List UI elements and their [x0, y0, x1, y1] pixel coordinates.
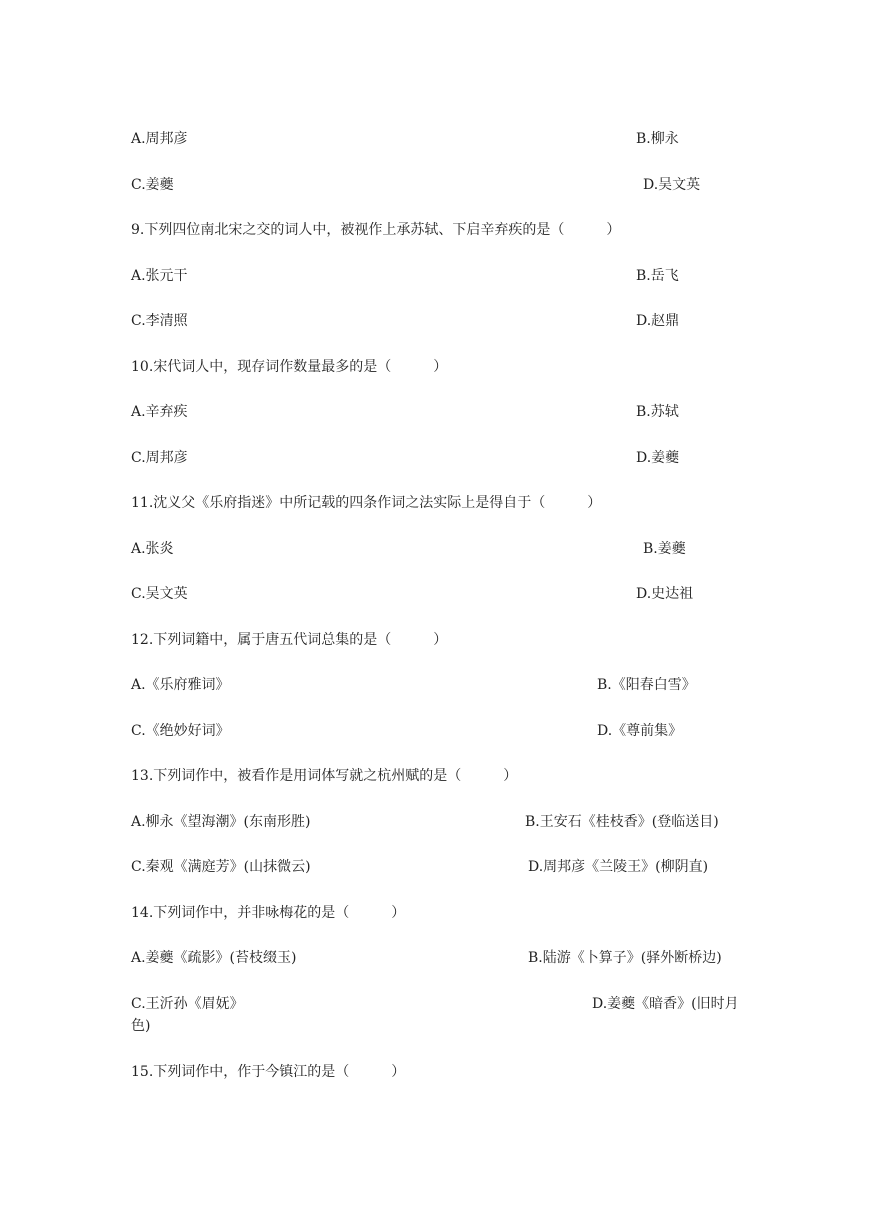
q9-option-a: A.张元干	[131, 268, 188, 284]
q10-option-b: B.苏轼	[636, 404, 679, 420]
q12-option-c: C.《绝妙好词》	[131, 723, 230, 739]
q14-option-d: D.姜夔《暗香》(旧时月色)	[131, 996, 739, 1034]
q12-option-b: B.《阳春白雪》	[597, 677, 696, 693]
q11-option-b: B.姜夔	[643, 541, 686, 557]
q14-stem: 14.下列词作中，并非咏梅花的是（ ）	[131, 905, 406, 921]
q10-option-d: D.姜夔	[636, 450, 680, 466]
q14-option-d-wrap	[131, 993, 739, 1037]
q9-option-c: C.李清照	[131, 313, 188, 329]
q9-option-b: B.岳飞	[636, 268, 679, 284]
q8-option-d: D.吴文英	[643, 177, 701, 193]
q11-stem: 11.沈义父《乐府指迷》中所记载的四条作词之法实际上是得自于（ ）	[131, 495, 602, 511]
q11-option-a: A.张炎	[131, 541, 174, 557]
q10-option-c: C.周邦彦	[131, 450, 188, 466]
q8-option-a: A.周邦彦	[131, 131, 188, 147]
q12-option-a: A.《乐府雅词》	[131, 677, 230, 693]
q8-option-c: C.姜夔	[131, 177, 174, 193]
q9-stem: 9.下列四位南北宋之交的词人中，被视作上承苏轼、下启辛弃疾的是（ ）	[131, 222, 621, 238]
q13-option-c: C.秦观《满庭芳》(山抹微云)	[131, 859, 311, 875]
q14-option-a: A.姜夔《疏影》(苔枝缀玉)	[131, 950, 297, 966]
q10-option-a: A.辛弃疾	[131, 404, 188, 420]
q11-option-d: D.史达祖	[636, 586, 694, 602]
q14-option-b: B.陆游《卜算子》(驿外断桥边)	[528, 950, 722, 966]
q13-option-b: B.王安石《桂枝香》(登临送目)	[525, 814, 719, 830]
q8-option-b: B.柳永	[636, 131, 679, 147]
q14-option-c: C.王沂孙《眉妩》	[131, 996, 244, 1012]
q12-option-d: D.《尊前集》	[597, 723, 683, 739]
q11-option-c: C.吴文英	[131, 586, 188, 602]
q9-option-d: D.赵鼎	[636, 313, 680, 329]
q13-option-a: A.柳永《望海潮》(东南形胜)	[131, 814, 311, 830]
q12-stem: 12.下列词籍中，属于唐五代词总集的是（ ）	[131, 632, 448, 648]
q15-stem: 15.下列词作中，作于今镇江的是（ ）	[131, 1064, 406, 1080]
q13-stem: 13.下列词作中，被看作是用词体写就之杭州赋的是（ ）	[131, 768, 518, 784]
q10-stem: 10.宋代词人中，现存词作数量最多的是（ ）	[131, 359, 448, 375]
q13-option-d: D.周邦彦《兰陵王》(柳阴直)	[528, 859, 709, 875]
